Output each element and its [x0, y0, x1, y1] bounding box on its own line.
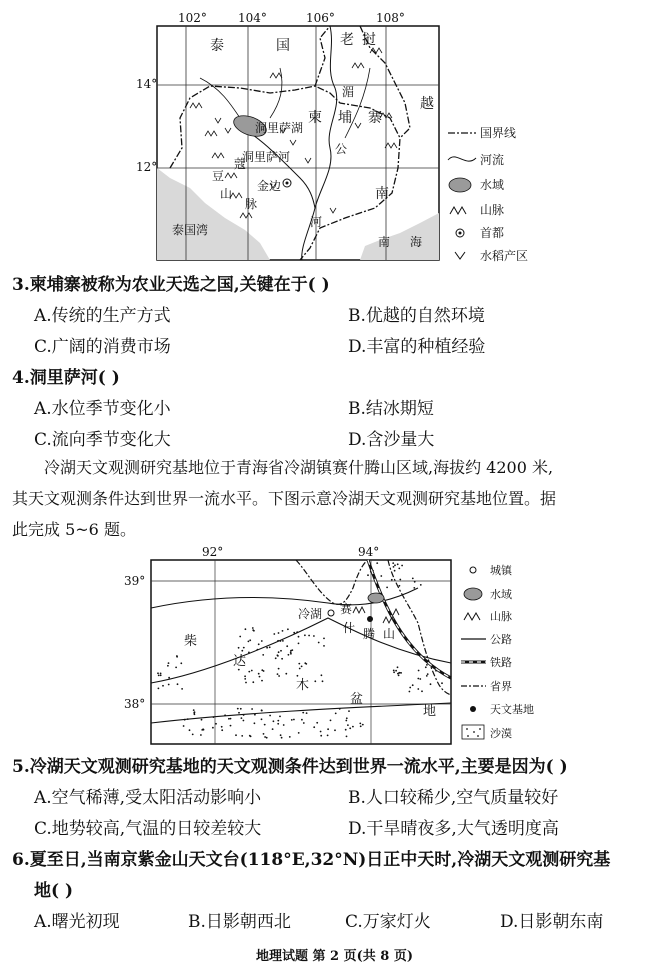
map2-legend — [461, 563, 534, 740]
label-qaidam: 盆 — [350, 692, 364, 707]
observatory-icon — [470, 706, 476, 712]
passage — [12, 452, 657, 545]
passage-line: 冷湖天文观测研究基地位于青海省冷湖镇赛什腾山区域,海拔约 4200 米, — [44, 458, 554, 477]
question-6-stem-cont: 地( ) — [34, 881, 74, 901]
label-mekong: 河 — [310, 215, 323, 229]
question-5-stem: 5.冷湖天文观测研究基地的天文观测条件达到世界一流水平,主要是因为( ) — [12, 757, 568, 777]
label-thailand: 泰 — [210, 38, 224, 54]
label-saishiteng: 什 — [343, 621, 356, 635]
svg-text:公路: 公路 — [490, 633, 512, 646]
water-icon — [449, 178, 471, 192]
mountain-icon — [450, 207, 466, 214]
label-phnom-penh: 金边 — [257, 179, 282, 193]
q4-option-b[interactable]: B.结冰期短 — [348, 399, 434, 419]
lon-label: 106° — [306, 11, 335, 25]
desert-icon — [462, 725, 484, 739]
question-3-stem: 3.柬埔寨被称为农业天选之国,关键在于( ) — [12, 275, 330, 295]
lon-label: 102° — [178, 11, 207, 25]
town-icon — [470, 567, 476, 573]
question-4-stem: 4.洞里萨河( ) — [12, 368, 120, 388]
lat-label: 39° — [124, 574, 146, 588]
q5-option-d[interactable]: D.干旱晴夜多,大气透明度高 — [348, 819, 559, 839]
svg-text:河流: 河流 — [480, 153, 505, 167]
lat-label: 14° — [136, 77, 158, 91]
question-6-stem: 6.夏至日,当南京紫金山天文台(118°E,32°N)日正中天时,冷湖天文观测研究基 — [12, 850, 611, 870]
svg-text:城镇: 城镇 — [490, 564, 512, 577]
svg-text:首都: 首都 — [480, 226, 505, 240]
label-saishiteng: 腾 — [363, 627, 376, 641]
label-laos: 挝 — [362, 32, 376, 48]
q3-option-d[interactable]: D.丰富的种植经验 — [348, 337, 486, 357]
label-vietnam: 南 — [375, 186, 389, 202]
map1-legend — [448, 125, 528, 263]
label-mekong: 湄 — [342, 85, 355, 99]
label-cardamom: 豆 — [212, 169, 225, 183]
svg-text:水稻产区: 水稻产区 — [480, 249, 529, 263]
label-cardamom: 山 — [220, 187, 233, 201]
svg-text:铁路: 铁路 — [490, 656, 512, 669]
q5-option-a[interactable]: A.空气稀薄,受太阳活动影响小 — [34, 788, 262, 808]
q4-option-d[interactable]: D.含沙量大 — [348, 430, 435, 450]
label-laos: 老 — [340, 32, 354, 48]
q3-option-c[interactable]: C.广阔的消费市场 — [34, 337, 171, 357]
svg-text:天文基地: 天文基地 — [490, 703, 534, 716]
label-vietnam: 越 — [420, 96, 434, 112]
q4-option-c[interactable]: C.流向季节变化大 — [34, 430, 171, 450]
label-mekong: 公 — [335, 142, 348, 156]
svg-text:山脉: 山脉 — [490, 610, 512, 623]
lon-label: 92° — [202, 545, 224, 559]
lenghu-map — [118, 543, 558, 748]
label-cambodia: 柬 — [308, 110, 322, 126]
svg-text:山脉: 山脉 — [480, 203, 505, 217]
lon-label: 108° — [376, 11, 405, 25]
label-tonle-sap-river: 洞里萨河 — [242, 150, 291, 164]
label-thailand: 国 — [276, 38, 290, 54]
label-qaidam: 木 — [296, 678, 310, 693]
q6-option-b[interactable]: B.日影朝西北 — [188, 912, 291, 932]
svg-text:水域: 水域 — [480, 178, 505, 192]
cambodia-map — [130, 8, 570, 264]
rice-icon — [455, 252, 465, 259]
label-south-sea: 海 — [410, 235, 423, 249]
lat-label: 38° — [124, 697, 146, 711]
lon-label: 94° — [358, 545, 380, 559]
label-cardamom: 脉 — [245, 197, 258, 211]
label-cambodia: 寨 — [368, 110, 382, 126]
q3-option-a[interactable]: A.传统的生产方式 — [34, 306, 171, 326]
svg-text:国界线: 国界线 — [480, 126, 517, 140]
q6-option-c[interactable]: C.万家灯火 — [345, 912, 431, 932]
q4-option-a[interactable]: A.水位季节变化小 — [34, 399, 171, 419]
water-icon — [464, 588, 482, 600]
q3-option-b[interactable]: B.优越的自然环境 — [348, 306, 485, 326]
label-south-sea: 南 — [378, 235, 391, 249]
label-gulf-thailand: 泰国湾 — [172, 223, 209, 237]
q5-option-b[interactable]: B.人口较稀少,空气质量较好 — [348, 788, 559, 808]
mountain-icon — [464, 613, 480, 620]
lon-label: 104° — [238, 11, 267, 25]
label-lenghu: 冷湖 — [298, 607, 323, 621]
label-qaidam: 达 — [233, 654, 247, 669]
label-qaidam: 地 — [423, 704, 437, 719]
label-saishiteng: 山 — [383, 627, 396, 641]
passage-line: 此完成 5~6 题。 — [12, 520, 136, 539]
label-tonle-sap-lake: 洞里萨湖 — [255, 121, 304, 135]
q6-option-a[interactable]: A.曙光初现 — [34, 912, 120, 932]
label-saishiteng: 赛 — [340, 602, 353, 616]
label-cambodia: 埔 — [338, 110, 352, 126]
passage-line: 其天文观测条件达到世界一流水平。下图示意冷湖天文观测研究基地位置。据 — [12, 489, 557, 508]
lat-label: 12° — [136, 160, 158, 174]
svg-text:水域: 水域 — [490, 588, 512, 601]
q6-option-d[interactable]: D.日影朝东南 — [500, 912, 604, 932]
label-cardamom: 蔻 — [234, 157, 247, 171]
river-icon — [448, 157, 476, 161]
page-footer: 地理试题 第 2 页(共 8 页) — [255, 949, 414, 964]
svg-text:省界: 省界 — [490, 680, 512, 693]
q5-option-c[interactable]: C.地势较高,气温的日较差较大 — [34, 819, 262, 839]
label-qaidam: 柴 — [184, 634, 198, 649]
svg-text:沙漠: 沙漠 — [490, 727, 512, 740]
